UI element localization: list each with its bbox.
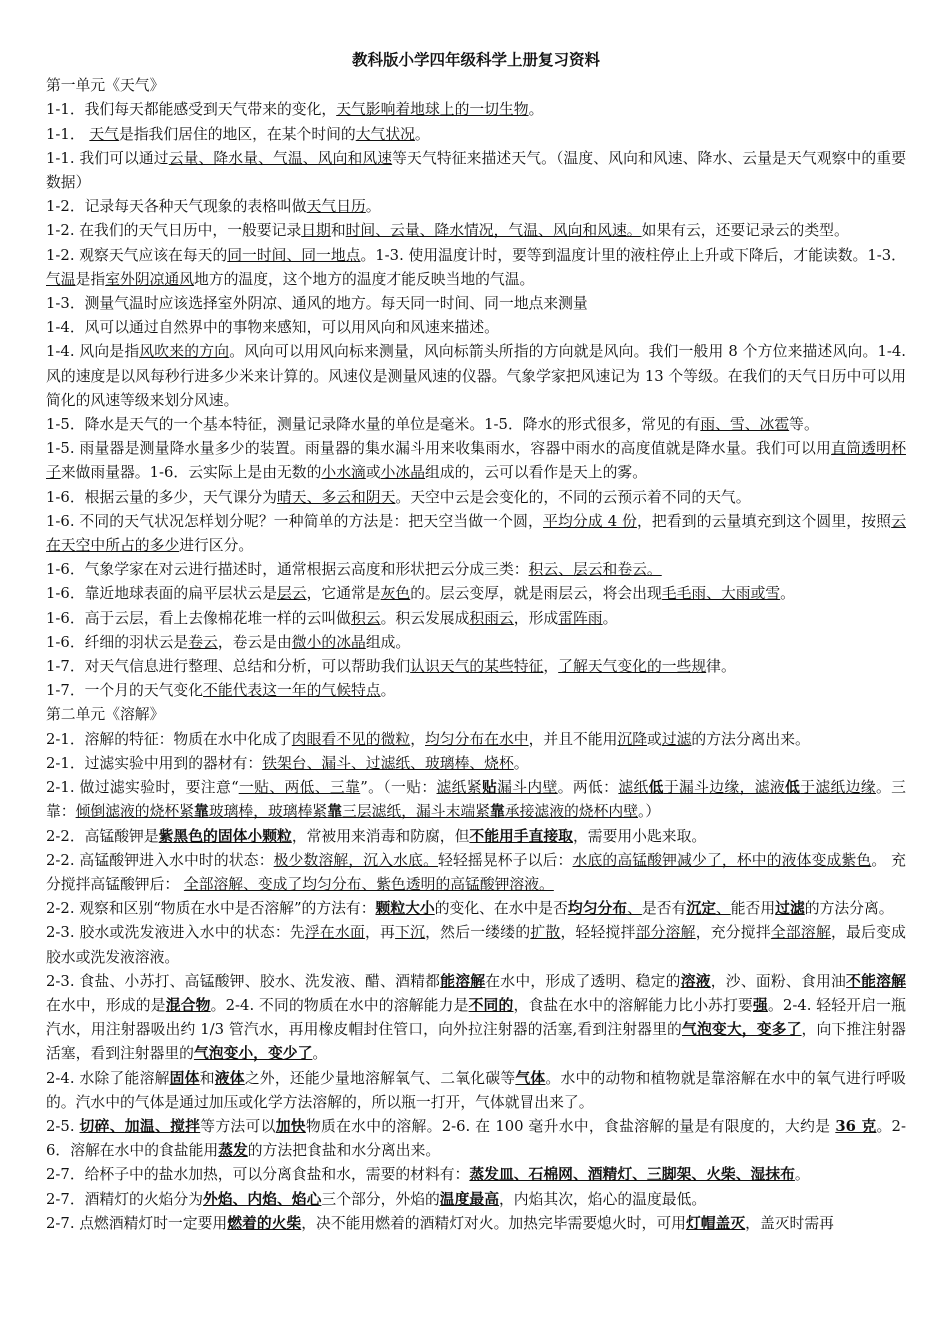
note-paragraph: [46, 655, 906, 679]
underlined-keyword: 大气状况: [355, 125, 415, 143]
note-paragraph: [46, 1067, 906, 1115]
underlined-keyword: 肉眼看不见的微粒: [291, 730, 411, 748]
text-run: 2-7. 点燃酒精灯时一定要用: [46, 1214, 228, 1232]
text-run: 2-4. 水除了能溶解: [46, 1069, 170, 1087]
text-run: 。2-4. 不同的物质在水中的溶解能力是: [210, 996, 469, 1014]
text-run: 1-6．高于云层，看上去像棉花堆一样的云叫做: [46, 609, 351, 627]
underlined-keyword: 风吹来的方向: [139, 343, 230, 361]
bold-keyword: 低: [785, 779, 801, 797]
text-run: 1-7．对天气信息进行整理、总结和分析，可以帮助我们: [46, 658, 411, 676]
underlined-keyword: 不能代表这一年的气候特点: [203, 682, 381, 700]
text-run: 组成。: [365, 633, 411, 651]
text-run: 的。层云变厚，就是雨层云，将会出现: [410, 585, 662, 603]
text-run: 1-6．纤细的羽状云是: [46, 633, 189, 651]
text-run: 进行区分。: [179, 537, 254, 555]
underlined-keyword: 玻璃棒，玻璃棒紧: [208, 803, 328, 821]
bold-keyword: 加快: [275, 1117, 306, 1135]
text-run: ，然后一缕缕的: [425, 924, 531, 942]
note-paragraph: [46, 1212, 906, 1236]
underlined-keyword: 微小的冰晶: [291, 633, 366, 651]
underlined-keyword: 平均分成 4 份: [543, 512, 637, 530]
note-paragraph: [46, 1115, 906, 1163]
text-run: 是指我们居住的地区，在某个时间的: [118, 125, 356, 143]
text-run: 的方法把食盐和水分离出来。: [247, 1142, 441, 1160]
text-run: 。: [794, 1166, 810, 1184]
text-run: 。: [365, 198, 381, 216]
underlined-keyword: 云在天空中所占的多少: [46, 512, 906, 555]
underlined-keyword: 、: [715, 900, 731, 918]
underlined-keyword: 晴天、多云和阴天: [277, 488, 396, 506]
underlined-keyword: 时间、云量、降水情况，气温、风向和风速。: [345, 222, 642, 240]
text-run: 1-2. 观察天气应该在每天的: [46, 246, 228, 264]
bold-keyword: 气体: [515, 1069, 546, 1087]
text-run: 1-2．记录每天各种天气现象的表格叫做: [46, 198, 307, 216]
text-run: 三个部分，外焰的: [321, 1190, 440, 1208]
text-run: ，内焰其次，焰心的温度最低。: [499, 1190, 707, 1208]
text-run: ，常被用来消毒和防腐，但: [291, 827, 470, 845]
underlined-keyword: 小水滴: [321, 464, 366, 482]
text-run: ，把看到的云量填充到这个圆里，按照: [636, 512, 892, 530]
text-run: ，决不能用燃着的酒精灯对火。加热完毕需要熄火时，可用: [301, 1214, 686, 1232]
bold-keyword: 强: [752, 996, 768, 1014]
underlined-keyword: 雷阵雨: [558, 609, 603, 627]
underlined-keyword: 承接滤液的烧杯内壁: [504, 803, 638, 821]
bold-keyword: 蒸发皿、石棉网、酒精灯、三脚架、火柴、湿抹布: [469, 1166, 795, 1184]
note-paragraph: [46, 437, 906, 485]
bold-keyword: 不能溶解: [846, 972, 906, 990]
note-paragraph: [46, 195, 906, 219]
text-run: 。: [312, 1045, 328, 1063]
note-paragraph: [46, 679, 906, 703]
bold-keyword: 不同的: [468, 996, 514, 1014]
text-run: 组成的，云可以看作是天上的雾。: [425, 464, 647, 482]
note-paragraph: [46, 582, 906, 606]
underlined-keyword: 部分溶解: [635, 924, 696, 942]
note-paragraph: [46, 292, 906, 316]
bold-keyword: 气泡变小，变少了: [193, 1045, 313, 1063]
text-run: 1-5．降水是天气的一个基本特征，测量记录降水量的单位是毫米。1-5．降水的形式很多，常见的有: [46, 416, 701, 434]
text-run: ，充分搅拌: [695, 924, 771, 942]
note-paragraph: [46, 921, 906, 969]
unit1-heading: 第一单元《天气》: [46, 77, 165, 95]
note-paragraph: [46, 486, 906, 510]
underlined-keyword: 全部溶解: [770, 924, 831, 942]
underlined-keyword: 、: [627, 900, 642, 918]
text-run: 和: [199, 1069, 215, 1087]
text-run: 1-5. 雨量器是测量降水量多少的装置。雨量器的集水漏斗用来收集雨水，容器中雨水的高度值就是降水量。我们可以用: [46, 440, 832, 458]
text-run: 1-4. 风向是指: [46, 343, 140, 361]
text-run: 。 充分搅拌高锰酸钾后：: [46, 851, 906, 893]
note-paragraph: [46, 219, 906, 243]
text-run: 。2-6．溶解在水中的食盐能用: [46, 1117, 906, 1160]
note-paragraph: [46, 897, 906, 921]
text-run: 2-1. 做过滤实验时，要注意“: [46, 779, 239, 797]
text-run: 是否有: [641, 900, 687, 918]
note-paragraph: [46, 413, 906, 437]
note-paragraph: [46, 849, 906, 897]
text-run: 。: [513, 754, 529, 772]
text-run: ，卷云是由: [217, 633, 292, 651]
underlined-keyword: 同一时间、同一地点: [227, 246, 361, 264]
text-run: ，: [543, 658, 559, 676]
underlined-keyword: 于滤纸边缘: [800, 779, 876, 797]
underlined-keyword: 铁架台、漏斗、过滤纸、玻璃棒、烧杯: [262, 754, 514, 772]
underlined-keyword: 沉降: [617, 730, 647, 748]
text-run: 1-6．根据云量的多少，天气课分为: [46, 488, 277, 506]
bold-keyword: 温度最高: [439, 1190, 499, 1208]
text-run: 的变化、在水中是否: [434, 900, 568, 918]
note-paragraph: [46, 970, 906, 1067]
text-run: 。三靠：: [46, 779, 906, 821]
underlined-keyword: 气温: [46, 270, 76, 288]
bold-keyword: 混合物: [165, 996, 211, 1014]
underlined-keyword: 灰色: [380, 585, 411, 603]
note-paragraph: [46, 607, 906, 631]
underlined-keyword: 漏斗内壁: [497, 779, 558, 797]
text-run: ，食盐在水中的溶解能力比小苏打要: [513, 996, 753, 1014]
text-run: 2-5.: [46, 1117, 80, 1135]
text-run: 1-4．风可以通过自然界中的事物来感知，可以用风向和风速来描述。: [46, 319, 499, 337]
text-run: ，再: [365, 924, 396, 942]
underlined-keyword: 倾倒滤液的烧杯紧: [75, 803, 194, 821]
bold-keyword: 贴: [481, 779, 498, 797]
note-paragraph: [46, 98, 906, 122]
note-paragraph: [46, 825, 906, 849]
note-paragraph: [46, 340, 906, 413]
text-run: 2-7．酒精灯的火焰分为: [46, 1190, 204, 1208]
note-paragraph: [46, 123, 906, 147]
note-paragraph: [46, 244, 906, 292]
text-run: 2-2．高锰酸钾是: [46, 827, 159, 845]
text-run: ，盖灭时需再: [745, 1214, 834, 1232]
text-run: 。）: [638, 803, 661, 821]
text-run: 1-6．靠近地球表面的扁平层状云是: [46, 585, 277, 603]
underlined-keyword: 天气: [89, 125, 119, 143]
bold-keyword: 切碎、加温、搅拌: [79, 1117, 201, 1135]
text-run: 如果有云，还要记录云的类型。: [641, 222, 849, 240]
text-run: 等天气特征来描述天气。（温度、风向和风速、降水、云量是天气观察中的重要数据）: [46, 149, 906, 192]
note-paragraph: [46, 147, 906, 195]
underlined-keyword: 一贴、两低、三靠: [238, 779, 361, 797]
underlined-keyword: 积云: [350, 609, 381, 627]
text-run: 1-1．: [46, 125, 90, 143]
text-run: 2-3. 胶水或洗发液进入水中的状态：先: [46, 924, 305, 942]
text-run: 的方法分离出来。: [691, 730, 810, 748]
text-run: 的方法分离。: [804, 900, 894, 918]
note-paragraph: [46, 776, 906, 824]
text-run: 轻轻摇晃杯子以后：: [438, 851, 573, 869]
note-paragraph: [46, 728, 906, 752]
text-run: 1-2. 在我们的天气日历中，一般要记录: [46, 222, 302, 240]
text-run: 物质在水中的溶解。2-6. 在 100 毫升水中，食盐溶解的量是有限度的，大约是: [305, 1117, 836, 1135]
underlined-keyword: 毛毛雨、大雨或雪: [661, 585, 781, 603]
text-run: 能否用: [730, 900, 776, 918]
bold-keyword: 沉定: [686, 900, 716, 918]
text-run: 2-2. 观察和区别“物质在水中是否溶解”的方法有：: [46, 900, 376, 918]
bold-keyword: 外焰、内焰、焰心: [203, 1190, 322, 1208]
underlined-keyword: 于漏斗边缘，滤液: [663, 779, 786, 797]
note-paragraph: [46, 316, 906, 340]
text-run: 和: [330, 222, 346, 240]
text-run: 。天空中云是会变化的，不同的云预示着不同的天气。: [395, 488, 751, 506]
underlined-keyword: 积雨云: [469, 609, 514, 627]
bold-keyword: 颗粒大小: [375, 900, 435, 918]
text-run: 。: [414, 125, 430, 143]
text-run: 。: [602, 609, 618, 627]
text-run: 1-7．一个月的天气变化: [46, 682, 204, 700]
underlined-keyword: 均匀分布在水中: [425, 730, 529, 748]
text-run: 来做雨量器。1-6．云实际上是由无数的: [60, 464, 322, 482]
underlined-keyword: 室外阴凉通风: [105, 270, 195, 288]
text-run: ，需要用小匙来取。: [572, 827, 707, 845]
bold-keyword: 36 克: [835, 1117, 877, 1135]
bold-keyword: 固体: [169, 1069, 200, 1087]
text-run: 地方的温度，这个地方的温度才能反映当地的气温。: [194, 270, 535, 288]
text-run: 。水中的动物和植物就是靠溶解在水中的氧气进行呼吸的。汽水中的气体是通过加压或化学方法溶解的，所以瓶一打开，气体就冒出来了。: [46, 1069, 906, 1111]
bold-keyword: 能溶解: [440, 972, 486, 990]
underlined-keyword: 卷云: [188, 633, 218, 651]
underlined-keyword: 认识天气的某些特征: [410, 658, 544, 676]
text-run: 。: [528, 101, 544, 119]
text-run: 。积云发展成: [380, 609, 470, 627]
bold-keyword: 靠: [194, 803, 209, 821]
text-run: ，沙、面粉、食用油: [710, 972, 847, 990]
bold-keyword: 溶液: [680, 972, 711, 990]
underlined-keyword: 浮在水面: [304, 924, 366, 942]
underlined-keyword: 天气影响着地球上的一切生物: [336, 101, 529, 119]
text-run: 等。: [789, 416, 819, 434]
text-run: 2-2. 高锰酸钾进入水中时的状态：: [46, 851, 274, 869]
bold-keyword: 液体: [214, 1069, 245, 1087]
text-run: ”。（一贴：: [360, 779, 437, 797]
note-paragraph: [46, 1163, 906, 1187]
bold-keyword: 低: [648, 779, 664, 797]
note-paragraph: [46, 1188, 906, 1212]
text-run: 。: [380, 682, 396, 700]
text-run: 在水中，形成了透明、稳定的: [485, 972, 681, 990]
underlined-keyword: 极少数溶解，沉入水底。: [273, 851, 439, 869]
text-run: 1-6. 不同的天气状况怎样划分呢？一种简单的方法是：把天空当做一个圆，: [46, 512, 544, 530]
underlined-keyword: 直筒透明杯子: [46, 440, 906, 482]
text-run: 是指: [75, 270, 106, 288]
text-run: 或: [365, 464, 381, 482]
underlined-keyword: 积云、层云和卷云。: [528, 561, 662, 579]
underlined-keyword: 三层滤纸，漏斗末端紧: [342, 803, 490, 821]
document-body: [46, 74, 906, 1236]
underlined-keyword: 下沉: [395, 924, 426, 942]
text-run: ，形成: [513, 609, 559, 627]
bold-keyword: 过滤: [775, 900, 805, 918]
underlined-keyword: 滤纸: [618, 779, 649, 797]
bold-keyword: 均匀分布: [567, 900, 628, 918]
text-run: 之外，还能少量地溶解氧气、二氧化碳等: [244, 1069, 516, 1087]
underlined-keyword: 雨、雪、冰雹: [700, 416, 790, 434]
bold-keyword: 紫黑色的固体小颗粒: [158, 827, 292, 845]
text-run: 1-1. 我们可以通过: [46, 149, 169, 167]
underlined-keyword: 了解天气变化的一些规: [558, 658, 707, 676]
text-run: 。两低：: [557, 779, 619, 797]
text-run: 2-3. 食盐、小苏打、高锰酸钾、胶水、洗发液、醋、酒精都: [46, 972, 441, 990]
text-run: 。1-3. 使用温度计时，要等到温度计里的液柱停止上升或下降后，才能读数。1-3．: [360, 246, 906, 264]
text-run: ，并且不能用: [528, 730, 618, 748]
text-run: 。2-4. 轻轻开启一瓶汽水，用注射器吸出约 1/3 管汽水，再用橡皮帽封住管口，向外拉注射器的活塞,看到注射器里的: [46, 996, 906, 1039]
bold-keyword: 燃着的火柴: [227, 1214, 302, 1232]
text-run: ，轻轻搅拌: [560, 924, 636, 942]
note-paragraph: [46, 752, 906, 776]
text-run: 2-1．过滤实验中用到的器材有：: [46, 754, 263, 772]
text-run: 2-7．给杯子中的盐水加热，可以分离食盐和水，需要的材料有：: [46, 1166, 470, 1184]
text-run: 律。: [706, 658, 736, 676]
note-paragraph: [46, 510, 906, 558]
underlined-keyword: 过滤: [661, 730, 692, 748]
text-run: 1-3．测量气温时应该选择室外阴凉、通风的地方。每天同一时间、同一地点来测量: [46, 295, 588, 313]
underlined-keyword: 云量、降水量、气温、风向和风速: [168, 149, 393, 167]
underlined-keyword: 水底的高锰酸钾减少了，杯中的液体变成紫色: [572, 851, 872, 869]
text-run: 或: [647, 730, 662, 748]
underlined-keyword: 滤纸紧: [436, 779, 482, 797]
text-run: 。: [780, 585, 795, 603]
note-paragraph: [46, 631, 906, 655]
text-run: 等方法可以: [200, 1117, 276, 1135]
document-title: 教科版小学四年级科学上册复习资料: [351, 50, 600, 69]
text-run: ，它通常是: [306, 585, 381, 603]
text-run: 1-1．我们每天都能感受到天气带来的变化，: [46, 101, 337, 119]
unit2-heading: 第二单元《溶解》: [46, 706, 165, 724]
underlined-keyword: 日期: [301, 222, 331, 240]
underlined-keyword: 小冰晶: [380, 464, 426, 482]
underlined-keyword: 天气日历: [306, 198, 366, 216]
bold-keyword: 靠: [327, 803, 343, 821]
underlined-keyword: 层云: [277, 585, 307, 603]
underlined-keyword: 扩散: [530, 924, 561, 942]
text-run: 1-6．气象学家在对云进行描述时，通常根据云高度和形状把云分成三类：: [46, 561, 529, 579]
bold-keyword: 不能用手直接取: [469, 827, 573, 845]
text-run: 2-1．溶解的特征：物质在水中化成了: [46, 730, 292, 748]
bold-keyword: 蒸发: [218, 1142, 248, 1160]
text-run: 。风向可以用风向标来测量，风向标箭头所指的方向就是风向。我们一般用 8 个方位来描述风向。1-4. 风的速度是以风每秒行进多少米来计算的。风速仪是测量风速的仪器。气象学家把风速记为 13 个等级。在我们的天气日历中可以用简化的风速等级来划分风速。: [46, 343, 906, 409]
bold-keyword: 靠: [490, 803, 505, 821]
text-run: ，: [410, 730, 425, 748]
note-paragraph: [46, 558, 906, 582]
text-run: 在水中，形成的是: [46, 996, 166, 1014]
underlined-keyword: 全部溶解、变成了均匀分布、紫色透明的高锰酸钾溶液。: [183, 875, 554, 893]
text-run: ，最后变成胶水或洗发液溶液。: [46, 924, 906, 966]
text-run: ，向下推注射器活塞，看到注射器里的: [46, 1021, 906, 1063]
bold-keyword: 气泡变大，变多了: [682, 1021, 802, 1039]
bold-keyword: 灯帽盖灭: [685, 1214, 746, 1232]
